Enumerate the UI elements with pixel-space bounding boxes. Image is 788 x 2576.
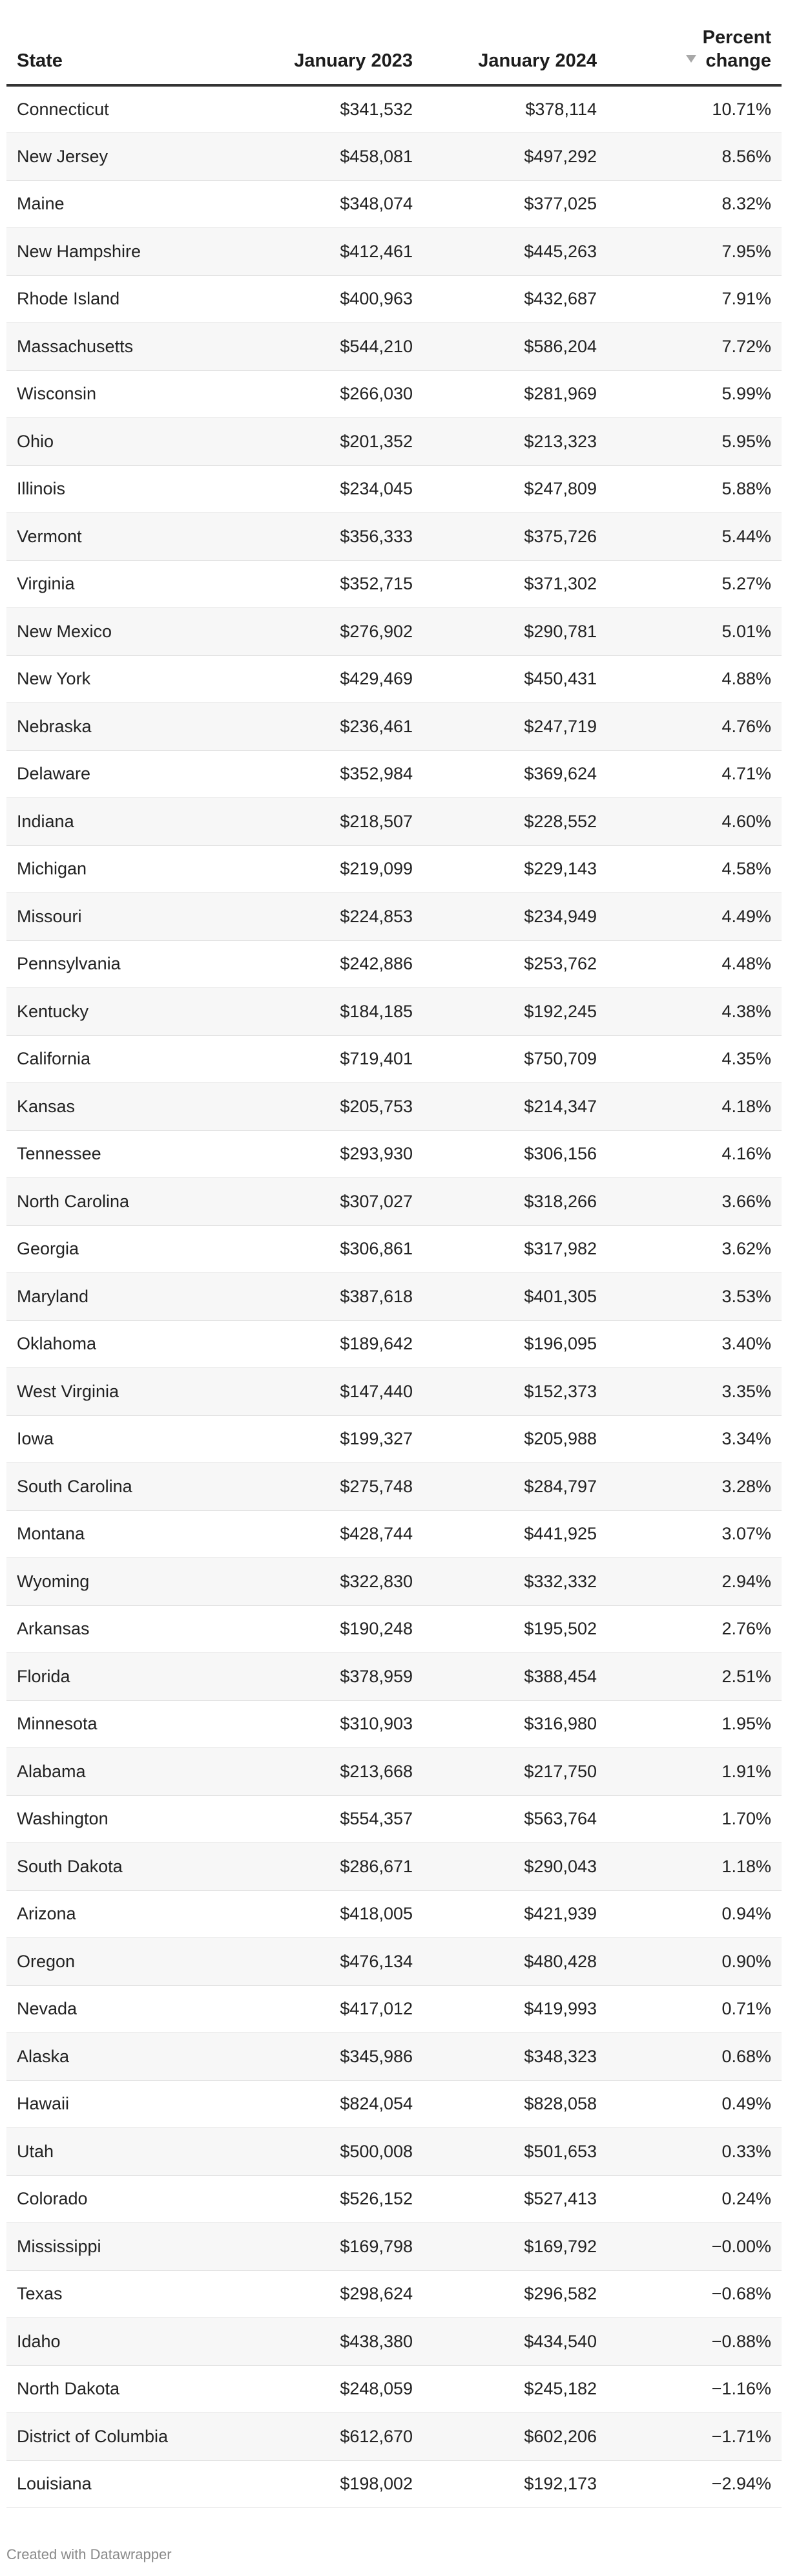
state-cell: Ohio [6,418,226,466]
state-cell: North Carolina [6,1178,226,1226]
january-2023-cell: $348,074 [226,180,423,228]
table-row [6,703,782,751]
january-2023-cell: $428,744 [226,1510,423,1558]
table-row [6,845,782,893]
table-row [6,608,782,656]
january-2023-cell: $147,440 [226,1368,423,1416]
percent-change-cell: 3.28% [607,1463,782,1511]
state-cell: Oklahoma [6,1320,226,1368]
table-row [6,1035,782,1083]
table-row [6,1130,782,1178]
january-2024-cell: $318,266 [423,1178,607,1226]
table-row [6,1415,782,1463]
january-2024-cell: $213,323 [423,418,607,466]
percent-change-cell: 3.62% [607,1225,782,1273]
january-2023-cell: $824,054 [226,2080,423,2128]
table-row [6,1510,782,1558]
january-2023-cell: $242,886 [226,940,423,988]
january-2024-cell: $316,980 [423,1700,607,1748]
column-header-january-2023[interactable]: January 2023 [226,0,423,85]
state-cell: Hawaii [6,2080,226,2128]
percent-change-cell: 2.51% [607,1653,782,1701]
sort-descending-icon [686,55,696,63]
percent-change-cell: 4.18% [607,1083,782,1131]
state-cell: Minnesota [6,1700,226,1748]
state-cell: Utah [6,2128,226,2176]
percent-change-cell: 8.56% [607,133,782,181]
state-cell: New York [6,655,226,703]
table-row [6,513,782,561]
january-2024-cell: $234,949 [423,893,607,941]
percent-change-cell: 1.70% [607,1795,782,1843]
state-cell: Georgia [6,1225,226,1273]
january-2024-cell: $296,582 [423,2270,607,2318]
percent-change-cell: 4.35% [607,1035,782,1083]
percent-change-cell: 7.72% [607,323,782,371]
january-2024-cell: $441,925 [423,1510,607,1558]
table-row [6,180,782,228]
table-row [6,228,782,276]
percent-change-cell: 4.48% [607,940,782,988]
january-2024-cell: $369,624 [423,750,607,798]
column-header-percent-change[interactable] [607,0,782,85]
january-2024-cell: $388,454 [423,1653,607,1701]
january-2023-cell: $554,357 [226,1795,423,1843]
table-row [6,1368,782,1416]
percent-change-cell: 5.44% [607,513,782,561]
january-2024-cell: $195,502 [423,1605,607,1653]
percent-change-cell: 7.91% [607,275,782,323]
state-cell: Kansas [6,1083,226,1131]
january-2024-cell: $281,969 [423,370,607,418]
january-2023-cell: $417,012 [226,1985,423,2033]
state-cell: Maine [6,180,226,228]
january-2023-cell: $248,059 [226,2365,423,2413]
percent-change-cell: 5.99% [607,370,782,418]
table-row [6,465,782,513]
percent-change-cell: 10.71% [607,85,782,133]
january-2023-cell: $275,748 [226,1463,423,1511]
table-row [6,1320,782,1368]
january-2023-cell: $345,986 [226,2033,423,2081]
state-cell: West Virginia [6,1368,226,1416]
state-cell: Texas [6,2270,226,2318]
state-cell: South Dakota [6,1843,226,1891]
percent-change-cell: 5.95% [607,418,782,466]
state-cell: Kentucky [6,988,226,1036]
table-row [6,418,782,466]
january-2024-cell: $497,292 [423,133,607,181]
state-cell: Indiana [6,798,226,846]
percent-change-cell: 0.68% [607,2033,782,2081]
table-row [6,1748,782,1796]
january-2024-cell: $828,058 [423,2080,607,2128]
january-2023-cell: $169,798 [226,2223,423,2271]
january-2024-cell: $445,263 [423,228,607,276]
january-2024-cell: $192,173 [423,2460,607,2508]
percent-change-cell: 3.40% [607,1320,782,1368]
table-row [6,1700,782,1748]
january-2024-cell: $217,750 [423,1748,607,1796]
state-cell: Nevada [6,1985,226,2033]
table-row [6,1273,782,1321]
table-header-row [6,0,782,85]
table-row [6,2128,782,2176]
table-row [6,1938,782,1986]
table-row [6,1558,782,1606]
table-row [6,1605,782,1653]
state-cell: Arizona [6,1890,226,1938]
january-2024-cell: $602,206 [423,2413,607,2461]
january-2023-cell: $306,861 [226,1225,423,1273]
percent-change-cell: 0.71% [607,1985,782,2033]
january-2023-cell: $458,081 [226,133,423,181]
percent-change-cell: 0.94% [607,1890,782,1938]
january-2023-cell: $276,902 [226,608,423,656]
percent-change-label [703,26,771,72]
january-2024-cell: $253,762 [423,940,607,988]
january-2023-cell: $500,008 [226,2128,423,2176]
january-2023-cell: $352,984 [226,750,423,798]
percent-change-cell: −0.00% [607,2223,782,2271]
state-cell: Massachusetts [6,323,226,371]
january-2023-cell: $189,642 [226,1320,423,1368]
january-2024-cell: $247,719 [423,703,607,751]
state-cell: New Jersey [6,133,226,181]
january-2024-cell: $229,143 [423,845,607,893]
percent-change-label-line-1: Percent [702,27,771,48]
january-2024-cell: $750,709 [423,1035,607,1083]
state-cell: Michigan [6,845,226,893]
january-2024-cell: $196,095 [423,1320,607,1368]
january-2023-cell: $234,045 [226,465,423,513]
january-2023-cell: $201,352 [226,418,423,466]
january-2023-cell: $184,185 [226,988,423,1036]
state-cell: Iowa [6,1415,226,1463]
table-row [6,750,782,798]
january-2024-cell: $214,347 [423,1083,607,1131]
percent-change-label-line-2: change [705,50,771,71]
january-2023-cell: $213,668 [226,1748,423,1796]
january-2023-cell: $219,099 [226,845,423,893]
january-2024-cell: $284,797 [423,1463,607,1511]
january-2023-cell: $341,532 [226,85,423,133]
january-2024-cell: $586,204 [423,323,607,371]
percent-change-cell: 4.38% [607,988,782,1036]
state-cell: New Hampshire [6,228,226,276]
state-cell: Connecticut [6,85,226,133]
state-cell: Washington [6,1795,226,1843]
percent-change-cell: 0.49% [607,2080,782,2128]
percent-change-cell: 3.35% [607,1368,782,1416]
state-cell: Virginia [6,560,226,608]
january-2023-cell: $356,333 [226,513,423,561]
table-row [6,2460,782,2508]
percent-change-cell: 3.53% [607,1273,782,1321]
state-cell: Wyoming [6,1558,226,1606]
january-2024-cell: $205,988 [423,1415,607,1463]
table-row [6,2270,782,2318]
percent-change-cell: 8.32% [607,180,782,228]
percent-change-cell: 3.66% [607,1178,782,1226]
january-2024-cell: $377,025 [423,180,607,228]
january-2024-cell: $401,305 [423,1273,607,1321]
january-2024-cell: $419,993 [423,1985,607,2033]
table-row [6,1225,782,1273]
state-cell: Florida [6,1653,226,1701]
table-row [6,370,782,418]
percent-change-cell: 7.95% [607,228,782,276]
percent-change-cell: 4.60% [607,798,782,846]
percent-change-cell: 4.58% [607,845,782,893]
january-2023-cell: $378,959 [226,1653,423,1701]
state-cell: New Mexico [6,608,226,656]
percent-change-cell: 0.90% [607,1938,782,1986]
percent-change-cell: 2.94% [607,1558,782,1606]
january-2024-cell: $290,781 [423,608,607,656]
percent-change-cell: 4.49% [607,893,782,941]
percent-change-cell: 1.95% [607,1700,782,1748]
state-cell: Wisconsin [6,370,226,418]
percent-change-cell: 2.76% [607,1605,782,1653]
state-cell: Pennsylvania [6,940,226,988]
percent-change-cell: 3.34% [607,1415,782,1463]
table-row [6,798,782,846]
january-2024-cell: $317,982 [423,1225,607,1273]
january-2023-cell: $476,134 [226,1938,423,1986]
january-2023-cell: $526,152 [226,2175,423,2223]
january-2023-cell: $190,248 [226,1605,423,1653]
table-row [6,988,782,1036]
table-body [6,85,782,2508]
state-cell: Vermont [6,513,226,561]
percent-change-cell: 3.07% [607,1510,782,1558]
january-2023-cell: $199,327 [226,1415,423,1463]
january-2024-cell: $450,431 [423,655,607,703]
table-row [6,275,782,323]
table-row [6,1653,782,1701]
state-cell: Missouri [6,893,226,941]
january-2024-cell: $527,413 [423,2175,607,2223]
january-2023-cell: $400,963 [226,275,423,323]
january-2024-cell: $245,182 [423,2365,607,2413]
table-row [6,2175,782,2223]
table-row [6,85,782,133]
january-2023-cell: $205,753 [226,1083,423,1131]
state-cell: Delaware [6,750,226,798]
state-cell: Oregon [6,1938,226,1986]
percent-change-cell: 4.88% [607,655,782,703]
january-2023-cell: $286,671 [226,1843,423,1891]
january-2023-cell: $612,670 [226,2413,423,2461]
january-2024-cell: $247,809 [423,465,607,513]
state-cell: Nebraska [6,703,226,751]
january-2024-cell: $228,552 [423,798,607,846]
january-2023-cell: $544,210 [226,323,423,371]
percent-change-cell: −0.68% [607,2270,782,2318]
january-2023-cell: $224,853 [226,893,423,941]
january-2023-cell: $218,507 [226,798,423,846]
state-cell: North Dakota [6,2365,226,2413]
percent-change-cell: −1.71% [607,2413,782,2461]
january-2023-cell: $412,461 [226,228,423,276]
state-cell: Idaho [6,2318,226,2366]
january-2024-cell: $434,540 [423,2318,607,2366]
percent-change-cell: 1.91% [607,1748,782,1796]
table-row [6,1178,782,1226]
datawrapper-credit[interactable]: Created with Datawrapper [6,2546,172,2562]
percent-change-cell: 1.18% [607,1843,782,1891]
table-row [6,2318,782,2366]
percent-change-cell: 4.16% [607,1130,782,1178]
table-row [6,2365,782,2413]
table-row [6,893,782,941]
january-2023-cell: $719,401 [226,1035,423,1083]
january-2023-cell: $418,005 [226,1890,423,1938]
january-2023-cell: $293,930 [226,1130,423,1178]
january-2024-cell: $432,687 [423,275,607,323]
percent-change-cell: 5.88% [607,465,782,513]
january-2023-cell: $236,461 [226,703,423,751]
column-header-january-2024[interactable]: January 2024 [423,0,607,85]
percent-change-cell: −1.16% [607,2365,782,2413]
table-row [6,133,782,181]
state-cell: Colorado [6,2175,226,2223]
table-row [6,1985,782,2033]
state-cell: Montana [6,1510,226,1558]
table-row [6,940,782,988]
january-2024-cell: $371,302 [423,560,607,608]
january-2024-cell: $480,428 [423,1938,607,1986]
table-row [6,1890,782,1938]
state-cell: Louisiana [6,2460,226,2508]
state-cell: Arkansas [6,1605,226,1653]
january-2023-cell: $298,624 [226,2270,423,2318]
percent-change-cell: 4.71% [607,750,782,798]
state-cell: Alaska [6,2033,226,2081]
table-row [6,2033,782,2081]
state-cell: Tennessee [6,1130,226,1178]
january-2024-cell: $348,323 [423,2033,607,2081]
table-row [6,2080,782,2128]
table-row [6,1843,782,1891]
state-cell: Mississippi [6,2223,226,2271]
january-2024-cell: $290,043 [423,1843,607,1891]
january-2023-cell: $438,380 [226,2318,423,2366]
state-cell: District of Columbia [6,2413,226,2461]
table-row [6,655,782,703]
state-cell: Alabama [6,1748,226,1796]
january-2023-cell: $429,469 [226,655,423,703]
table-row [6,323,782,371]
january-2023-cell: $266,030 [226,370,423,418]
percent-change-cell: 0.24% [607,2175,782,2223]
table-row [6,1795,782,1843]
home-value-table [6,0,782,2508]
percent-change-cell: 4.76% [607,703,782,751]
percent-change-cell: 5.27% [607,560,782,608]
table-row [6,1083,782,1131]
january-2023-cell: $387,618 [226,1273,423,1321]
january-2024-cell: $501,653 [423,2128,607,2176]
table-row [6,560,782,608]
state-cell: Maryland [6,1273,226,1321]
january-2024-cell: $192,245 [423,988,607,1036]
january-2023-cell: $352,715 [226,560,423,608]
state-cell: California [6,1035,226,1083]
percent-change-cell: 0.33% [607,2128,782,2176]
state-cell: Illinois [6,465,226,513]
column-header-state[interactable]: State [6,0,226,85]
january-2023-cell: $307,027 [226,1178,423,1226]
january-2024-cell: $375,726 [423,513,607,561]
january-2024-cell: $378,114 [423,85,607,133]
january-2024-cell: $152,373 [423,1368,607,1416]
january-2023-cell: $322,830 [226,1558,423,1606]
january-2023-cell: $310,903 [226,1700,423,1748]
state-cell: South Carolina [6,1463,226,1511]
table-row [6,2223,782,2271]
january-2024-cell: $169,792 [423,2223,607,2271]
percent-change-cell: −0.88% [607,2318,782,2366]
percent-change-cell: −2.94% [607,2460,782,2508]
january-2024-cell: $332,332 [423,1558,607,1606]
percent-change-cell: 5.01% [607,608,782,656]
january-2024-cell: $421,939 [423,1890,607,1938]
january-2023-cell: $198,002 [226,2460,423,2508]
table-row [6,2413,782,2461]
january-2024-cell: $306,156 [423,1130,607,1178]
table-row [6,1463,782,1511]
state-cell: Rhode Island [6,275,226,323]
january-2024-cell: $563,764 [423,1795,607,1843]
